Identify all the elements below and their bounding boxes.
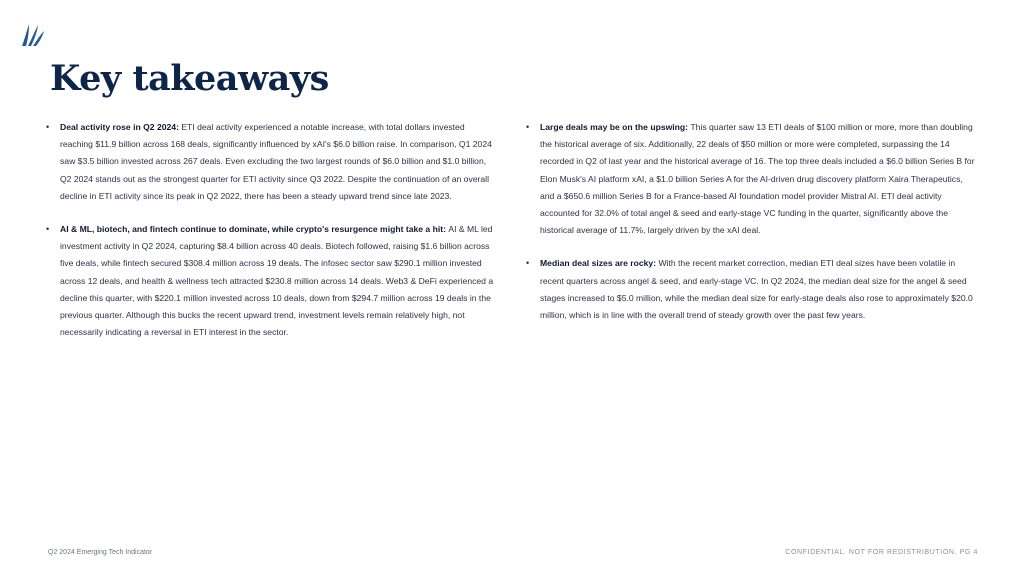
takeaway-sectors <box>46 221 498 341</box>
footer-report-name: Q2 2024 Emerging Tech Indicator <box>48 549 153 556</box>
left-column <box>46 119 498 357</box>
bullet-icon: • <box>526 122 530 132</box>
right-column <box>526 119 978 340</box>
takeaway-heading: Deal activity rose in Q2 2024: <box>60 122 182 132</box>
takeaway-heading: AI & ML, biotech, and fintech continue to dominate, while crypto's resurgence might take a hit: <box>60 224 449 235</box>
takeaway-median-deal-sizes <box>526 255 978 324</box>
bullet-icon: • <box>526 258 530 269</box>
bullet-icon: • <box>46 122 50 132</box>
takeaway-deal-activity <box>46 119 498 205</box>
takeaway-heading: Median deal sizes are rocky: <box>540 258 659 269</box>
takeaway-body: ETI deal activity experienced a notable increase, with total dollars invested reaching $11.9 billion across 168 deals, significantly influenced by xAI's $6.0 billion raise. In comparison, Q1 2024 saw $3.5 billion invested across 267 deals. Even excluding the two largest rounds of $6.0 billion and $1.0 billion, Q2 2024 stands out as the strongest quarter for ETI activity since Q3 2022. Despite the continuation of an overall decline in ETI activity since its peak in Q2 2022, there has been a steady upward trend since late 2023. <box>60 122 492 201</box>
page-title: Key takeaways <box>50 58 329 99</box>
bullet-icon: • <box>46 224 50 235</box>
takeaway-body: AI & ML led investment activity in Q2 2024, capturing $8.4 billion across 40 deals. Biotech followed, raising $1.6 billion across five deals, while fintech secured $308.4 million across 19 deals. The infosec sector saw $290.1 million invested across 12 deals, and health & wellness tech attracted $230.8 million across 14 deals. Web3 & DeFi experienced a decline this quarter, with $220.1 million invested across 10 deals, down from $294.7 million across 19 deals in the previous quarter. Although this bucks the recent upward trend, investment levels remain relatively high, not necessarily indicating a reversal in ETI interest in the sector. <box>60 224 494 338</box>
takeaway-heading: Large deals may be on the upswing: <box>540 122 691 132</box>
takeaway-body: With the recent market correction, median ETI deal sizes have been volatile in recent quarters across angel & seed, and early-stage VC. In Q2 2024, the median deal size for the angel & seed stages increased to $5.0 million, while the median deal size for early-stage deals also rose to approximately $20.0 million, which is in line with the overall trend of steady growth over the past few years. <box>540 258 973 321</box>
sail-logo-icon <box>19 21 45 47</box>
takeaway-body: This quarter saw 13 ETI deals of $100 million or more, more than doubling the historical average of six. Additionally, 22 deals of $50 million or more were completed, surpassing the 14 recorded in Q2 of last year and the historical average of 16. The top three deals included a $6.0 billion Series B for Elon Musk's AI platform xAI, a $1.0 billion Series A for the AI-driven drug discovery platform Xaira Therapeutics, and a $650.6 million Series B for a France-based AI foundation model provider Mistral AI. ETI deal activity accounted for 32.0% of total angel & seed and early-stage VC funding in the quarter, significantly above the historical average of 11.7%, largely driven by the xAI deal. <box>540 122 975 236</box>
footer-confidential-page: CONFIDENTIAL. NOT FOR REDISTRIBUTION. PG 4 <box>785 549 978 556</box>
takeaway-large-deals <box>526 119 978 239</box>
